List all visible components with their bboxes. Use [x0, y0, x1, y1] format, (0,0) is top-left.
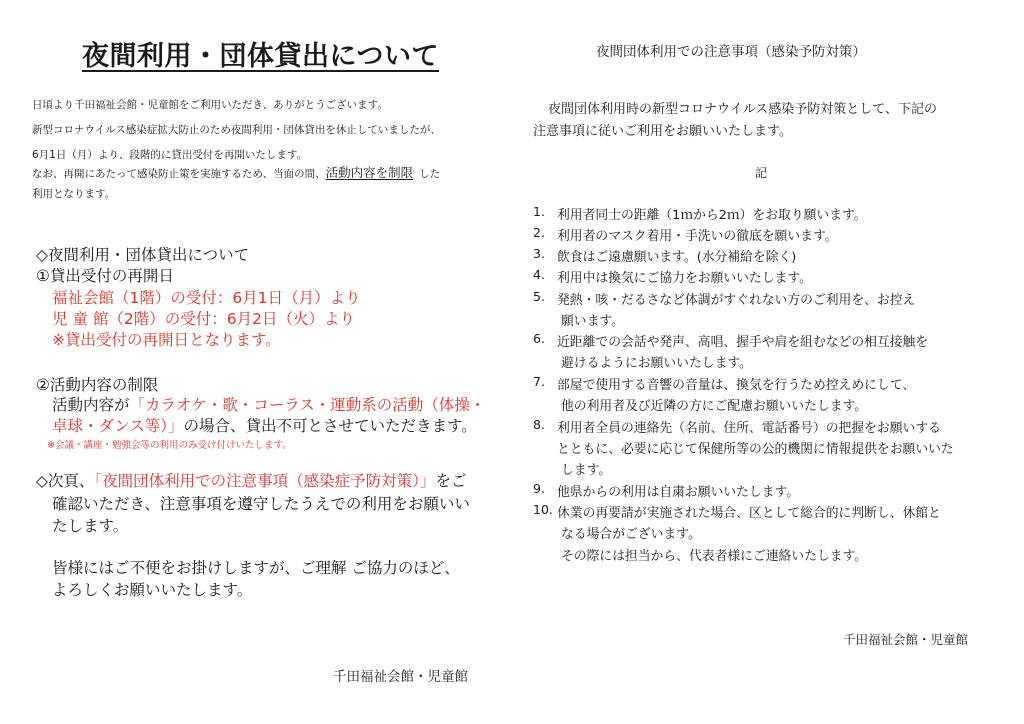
intro-text: なお、再開にあたって感染防止策を実施するため、当面の間、	[32, 168, 326, 180]
reopen-date-line: 児 童 館（2階）の受付：6月2日（火）より	[52, 310, 355, 328]
subsection-heading: ②活動内容の制限	[36, 376, 159, 394]
rule-text: 近距離での会話や発声、高唱、握手や肩を組むなどの相互接触を	[557, 335, 929, 350]
rule-text: 他県からの利用は自粛お願いいたします。	[557, 485, 800, 500]
reopen-date-line: 福祉会館（1階）の受付：6月1日（月）より	[52, 289, 361, 307]
intro-line: 新型コロナウイルス感染症拡大防止のため夜間利用・団体貸出を休止していましたが、	[32, 124, 441, 136]
closing-line: よろしくお願いいたします。	[52, 581, 253, 599]
section-heading: ◇夜間利用・団体貸出について	[36, 246, 250, 264]
rule-text: 利用者全員の連絡先（名前、住所、電話番号）の把握をお願いする	[557, 421, 941, 436]
rule-text: 願います。	[561, 314, 624, 329]
notice-intro-line: 夜間団体利用時の新型コロナウイルス感染予防対策として、下記の	[548, 102, 937, 117]
rule-text: 利用中は換気にご協力をお願いいたします。	[557, 271, 812, 286]
allowed-use-note: ※会議・講座・勉強会等の利用のみ受け付けいたします。	[47, 440, 292, 451]
intro-text: した	[419, 168, 441, 180]
rule-text: 部屋で使用する音響の音量は、換気を行うため控えめにして、	[557, 378, 916, 393]
intro-line: 日頃より千田福祉会館・児童館をご利用いただき、ありがとうございます。	[32, 99, 388, 111]
rule-number: 5.	[533, 289, 545, 304]
rule-number: 1.	[533, 204, 545, 219]
restriction-text: の場合、貸出不可とさせていただきます。	[183, 417, 477, 435]
rule-number: 10.	[533, 502, 553, 517]
rule-number: 6.	[533, 331, 545, 346]
rule-text: 利用者同士の距離（1ｍから2ｍ）をお取り願います。	[557, 208, 867, 223]
next-page-note-line	[36, 469, 466, 491]
next-page-note-line: たします。	[52, 517, 129, 535]
rule-text: 避けるようにお願いいたします。	[561, 356, 752, 371]
rule-number: 3.	[533, 246, 545, 261]
next-page-text: ◇次頁、	[36, 472, 95, 490]
restriction-line	[52, 393, 485, 415]
right-footer: 千田福祉会館・児童館	[843, 632, 969, 647]
rule-text: 他の利用者及び近隣の方にご配慮お願いいたします。	[561, 399, 868, 414]
rule-text: とともに、必要に応じて保健所等の公的機関に情報提供をお願いいた	[557, 442, 954, 457]
intro-line: 6月1日（月）より、段階的に貸出受付を再開いたします。	[32, 149, 308, 161]
ki-mark: 記	[755, 166, 768, 180]
notice-title: 夜間団体利用での注意事項（感染予防対策）	[596, 44, 866, 60]
intro-line: 利用となります。	[32, 188, 116, 200]
next-page-note-line: 確認いただき、注意事項を遵守したうえでの利用をお願いい	[52, 495, 470, 513]
rule-text: その際には担当から、代表者様にご連絡いたします。	[561, 549, 868, 564]
next-page-text: をご	[435, 472, 467, 490]
rule-text: 利用者のマスク着用・手洗いの徹底を願います。	[557, 229, 838, 244]
notice-intro-line: 注意事項に従いご利用をお願いいたします。	[533, 124, 792, 139]
rule-number: 4.	[533, 267, 545, 282]
left-footer: 千田福祉会館・児童館	[333, 669, 468, 685]
next-page-reference: 「夜間団体利用での注意事項（感染症予防対策）」	[94, 472, 436, 490]
rule-number: 9.	[533, 481, 545, 496]
closing-line: 皆様にはご不便をお掛けしますが、ご理解 ご協力のほど、	[52, 559, 460, 577]
page-title: 夜間利用・団体貸出について	[82, 41, 439, 72]
restriction-text: 活動内容が	[52, 396, 130, 414]
subsection-heading: ①貸出受付の再開日	[36, 267, 174, 285]
rule-text: なる場合がございます。	[561, 527, 701, 542]
intro-line	[32, 163, 440, 181]
restricted-activities: 卓球・ダンス等）」	[52, 417, 184, 435]
reopen-note: ※貸出受付の再開日となります。	[52, 331, 281, 349]
restricted-activity-text: 活動内容を制限	[325, 165, 414, 180]
restricted-activities: 「カラオケ・歌・コーラス・運動系の活動（体操・	[129, 396, 486, 414]
rule-text: 休業の再要請が実施された場合、区として総合的に判断し、休館と	[557, 506, 941, 521]
rule-number: 7.	[533, 374, 545, 389]
rule-text: 発熱・咳・だるさなど体調がすぐれない方のご利用を、お控え	[557, 293, 916, 308]
rule-number: 8.	[533, 417, 545, 432]
rule-text: 飲食はご遠慮願います。(水分補給を除く)	[557, 250, 797, 265]
rule-text: します。	[561, 463, 612, 478]
rule-number: 2.	[533, 225, 545, 240]
restriction-line	[52, 414, 477, 436]
